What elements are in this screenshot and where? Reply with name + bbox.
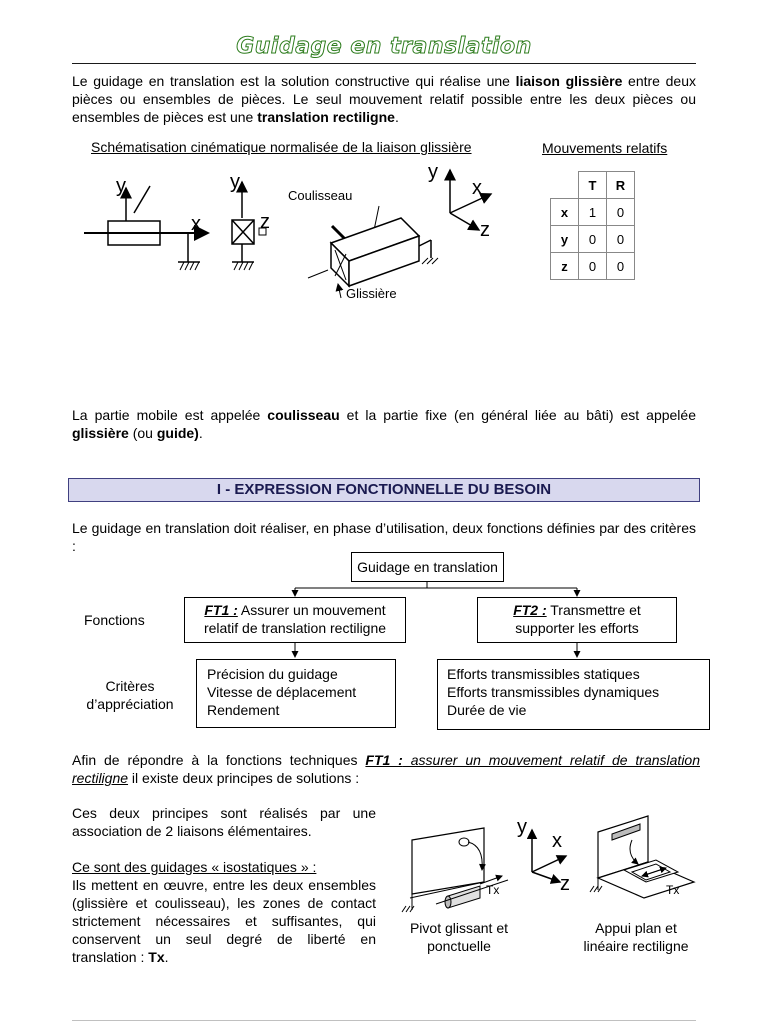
mobile-paragraph: La partie mobile est appelée coulisseau et la partie fixe (en général liée au bâti) est appelée glissière (ou guide). (72, 407, 696, 441)
iso-paragraph: Ils mettent en œuvre, entre les deux ensembles (glissière et coulisseau), les zones de contact strictement nécessaires et suffisantes, qui conservent un seul degré de liberté en translation : Tx. (72, 877, 376, 965)
side-y-label: y (116, 175, 126, 197)
triad-x-label: x (472, 177, 482, 199)
solution1-tx: Tx (486, 883, 500, 897)
triad-z-label: z (480, 219, 490, 241)
principes-paragraph: Ces deux principes sont réalisés par une association de 2 liaisons élémentaires. (72, 805, 376, 839)
triad-y-label: y (428, 161, 438, 183)
triad2-y-label: y (517, 816, 527, 838)
intro-bold-1: liaison glissière (515, 73, 623, 89)
table-row: y 0 0 (551, 226, 635, 253)
front-y-label: y (230, 171, 240, 193)
solution1-caption: Pivot glissant et ponctuelle (409, 920, 509, 954)
coulisseau-label: Coulisseau (288, 188, 353, 203)
ft2-box: FT2 : Transmettre et supporter les efforts (477, 597, 677, 643)
triad2-x-label: x (552, 830, 562, 852)
intro-text-3: . (394, 109, 399, 125)
ft2-criteria-box (437, 659, 710, 730)
solution2-caption: Appui plan et linéaire rectiligne (583, 920, 689, 954)
ft2-code: FT2 : (513, 602, 547, 618)
bottom-divider (72, 1020, 696, 1021)
list-item: Durée de vie (447, 702, 527, 718)
table-header-t: T (579, 172, 607, 199)
ft1-criteria-box (196, 659, 396, 728)
schema-caption: Schématisation cinématique normalisée de la liaison glissière (91, 139, 472, 155)
axis-triad-bottom (517, 816, 570, 895)
pivot-ponctuelle-illustration (402, 828, 508, 912)
criteria-label: Critères d’appréciation (86, 678, 174, 712)
intro-bold-2: translation rectiligne (257, 109, 395, 125)
iso-heading: Ce sont des guidages « isostatiques » : (72, 859, 317, 875)
intro-text-1: Le guidage en translation est la solution constructive qui réalise une (72, 73, 516, 89)
glissiere-label: Glissière (346, 286, 397, 301)
table-header-r: R (607, 172, 635, 199)
list-item: Vitesse de déplacement (207, 684, 357, 700)
page-title: Guidage en translation (236, 34, 532, 59)
table-row: z 0 0 (551, 253, 635, 280)
solution2-tx: Tx (666, 883, 680, 897)
moves-caption: Mouvements relatifs (542, 140, 668, 156)
table-row: x 1 0 (551, 199, 635, 226)
triad2-z-label: z (560, 873, 570, 895)
side-x-label: x (191, 213, 201, 235)
ft1-paragraph: Afin de répondre à la fonctions techniques FT1 : assurer un mouvement relatif de translation rectiligne il existe deux principes de solutions : (72, 752, 700, 786)
plan-lineaire-illustration (590, 816, 694, 898)
list-item: Rendement (207, 702, 280, 718)
besoin-paragraph: Le guidage en translation doit réaliser, en phase d’utilisation, deux fonctions définies par des critères : (72, 520, 696, 554)
functions-label: Fonctions (84, 612, 145, 628)
solution-illustrations (396, 810, 706, 922)
ft1-box: FT1 : Assurer un mouvement relatif de translation rectiligne (184, 597, 406, 643)
intro-text-2: entre deux pièces ou ensembles de pièces. Le seul mouvement relatif possible entre les deux pièces ou ensembles de pièces est une (72, 73, 696, 125)
tree-root-box: Guidage en translation (351, 552, 504, 582)
section-header: I - EXPRESSION FONCTIONNELLE DU BESOIN (68, 478, 700, 502)
list-item: Précision du guidage (207, 666, 338, 682)
list-item: Efforts transmissibles dynamiques (447, 684, 660, 700)
list-item: Efforts transmissibles statiques (447, 666, 640, 682)
ft1-code: FT1 : (204, 602, 238, 618)
front-z-label: z (260, 211, 270, 233)
